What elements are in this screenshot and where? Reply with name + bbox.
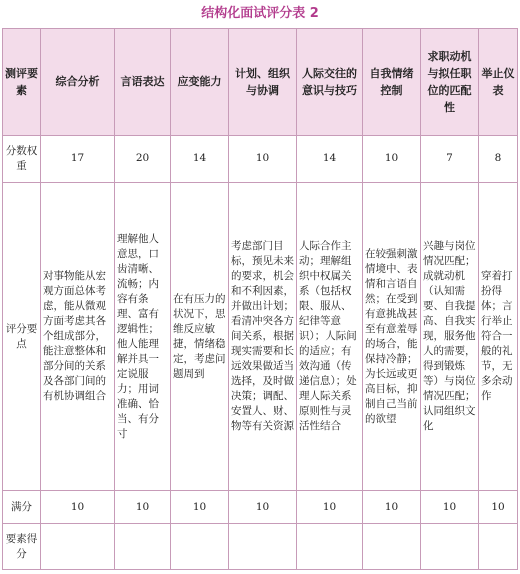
column-header: 应变能力 xyxy=(171,29,229,136)
score-entry-cell[interactable] xyxy=(115,524,171,570)
score-entry-cell[interactable] xyxy=(229,524,297,570)
weight-cell: 10 xyxy=(229,135,297,183)
column-header: 人际交往的意识与技巧 xyxy=(297,29,363,136)
column-header: 求职动机与拟任职位的匹配性 xyxy=(421,29,479,136)
criteria-cell xyxy=(41,183,115,491)
full-marks-cell: 10 xyxy=(363,490,421,523)
criteria-text: 在有压力的状况下，思维反应敏捷，情绪稳定，考虑问题周到 xyxy=(173,292,226,380)
criteria-cell xyxy=(421,183,479,491)
row-label-weights: 分数权重 xyxy=(3,135,41,183)
scoring-table xyxy=(2,28,518,570)
criteria-cell xyxy=(229,183,297,491)
full-marks-cell: 10 xyxy=(229,490,297,523)
weight-cell: 14 xyxy=(171,135,229,183)
criteria-text: 理解他人意思，口齿清晰、流畅；内容有条理、富有逻辑性；他人能理解并具一定说服力；用词准确、恰当、有分寸 xyxy=(117,232,159,440)
criteria-text: 考虑部门目标，预见未来的要求，机会和不利因素，并做出计划；看清冲突各方间关系，根据现实需要和长远效果做适当选择，及时做决策；调配、安置人、财、物等有关资源 xyxy=(231,240,294,433)
full-marks-cell: 10 xyxy=(41,490,115,523)
criteria-cell xyxy=(479,183,518,491)
row-label-full-marks: 满分 xyxy=(3,490,41,523)
score-entry-cell[interactable] xyxy=(479,524,518,570)
column-header: 自我情绪控制 xyxy=(363,29,421,136)
column-header: 举止仪表 xyxy=(479,29,518,136)
element-score-row xyxy=(3,524,518,570)
criteria-text: 对事物能从宏观方面总体考虑，能从微观方面考虑其各个组成部分，能注意整体和部分间的关系及各部门间的有机协调组合 xyxy=(43,270,106,403)
criteria-text: 穿着打扮得体；言行举止符合一般的礼节，无多余动作 xyxy=(481,270,513,403)
criteria-cell xyxy=(115,183,171,491)
weight-cell: 7 xyxy=(421,135,479,183)
full-marks-cell: 10 xyxy=(421,490,479,523)
criteria-text: 在较强刺激情境中、表情和言语自然；在受到有意挑战甚至有意羞辱的场合，能保持冷静；为长远或更高目标，抑制自己当前的欲望 xyxy=(365,247,418,425)
criteria-text: 兴趣与岗位情况匹配；成就动机（认知需要、自我提高、自我实现，服务他人的需要，得到锻炼等）与岗位情况匹配；认同组织文化 xyxy=(423,240,476,433)
row-label-element-score: 要素得分 xyxy=(3,524,41,570)
criteria-text: 人际合作主动；理解组织中权属关系（包括权限、服从、纪律等意识）；人际间的适应；有效沟通（传递信息）；处理人际关系原则性与灵活性结合 xyxy=(299,240,357,433)
full-marks-cell: 10 xyxy=(479,490,518,523)
column-header: 计划、组织与协调 xyxy=(229,29,297,136)
full-marks-cell: 10 xyxy=(115,490,171,523)
weight-cell: 17 xyxy=(41,135,115,183)
row-label-elements: 测评要素 xyxy=(3,29,41,136)
weights-row xyxy=(3,135,518,183)
full-marks-cell: 10 xyxy=(297,490,363,523)
full-marks-cell: 10 xyxy=(171,490,229,523)
weight-cell: 8 xyxy=(479,135,518,183)
table-title: 结构化面试评分表 2 xyxy=(201,6,319,21)
column-header: 言语表达 xyxy=(115,29,171,136)
score-entry-cell[interactable] xyxy=(297,524,363,570)
weight-cell: 10 xyxy=(363,135,421,183)
column-header: 综合分析 xyxy=(41,29,115,136)
score-entry-cell[interactable] xyxy=(363,524,421,570)
criteria-cell xyxy=(297,183,363,491)
criteria-cell xyxy=(363,183,421,491)
score-entry-cell[interactable] xyxy=(41,524,115,570)
weight-cell: 20 xyxy=(115,135,171,183)
header-row xyxy=(3,29,518,136)
row-label-criteria: 评分要点 xyxy=(3,183,41,491)
full-marks-row xyxy=(3,490,518,523)
score-entry-cell[interactable] xyxy=(421,524,479,570)
score-entry-cell[interactable] xyxy=(171,524,229,570)
weight-cell: 14 xyxy=(297,135,363,183)
criteria-cell xyxy=(171,183,229,491)
criteria-row xyxy=(3,183,518,491)
